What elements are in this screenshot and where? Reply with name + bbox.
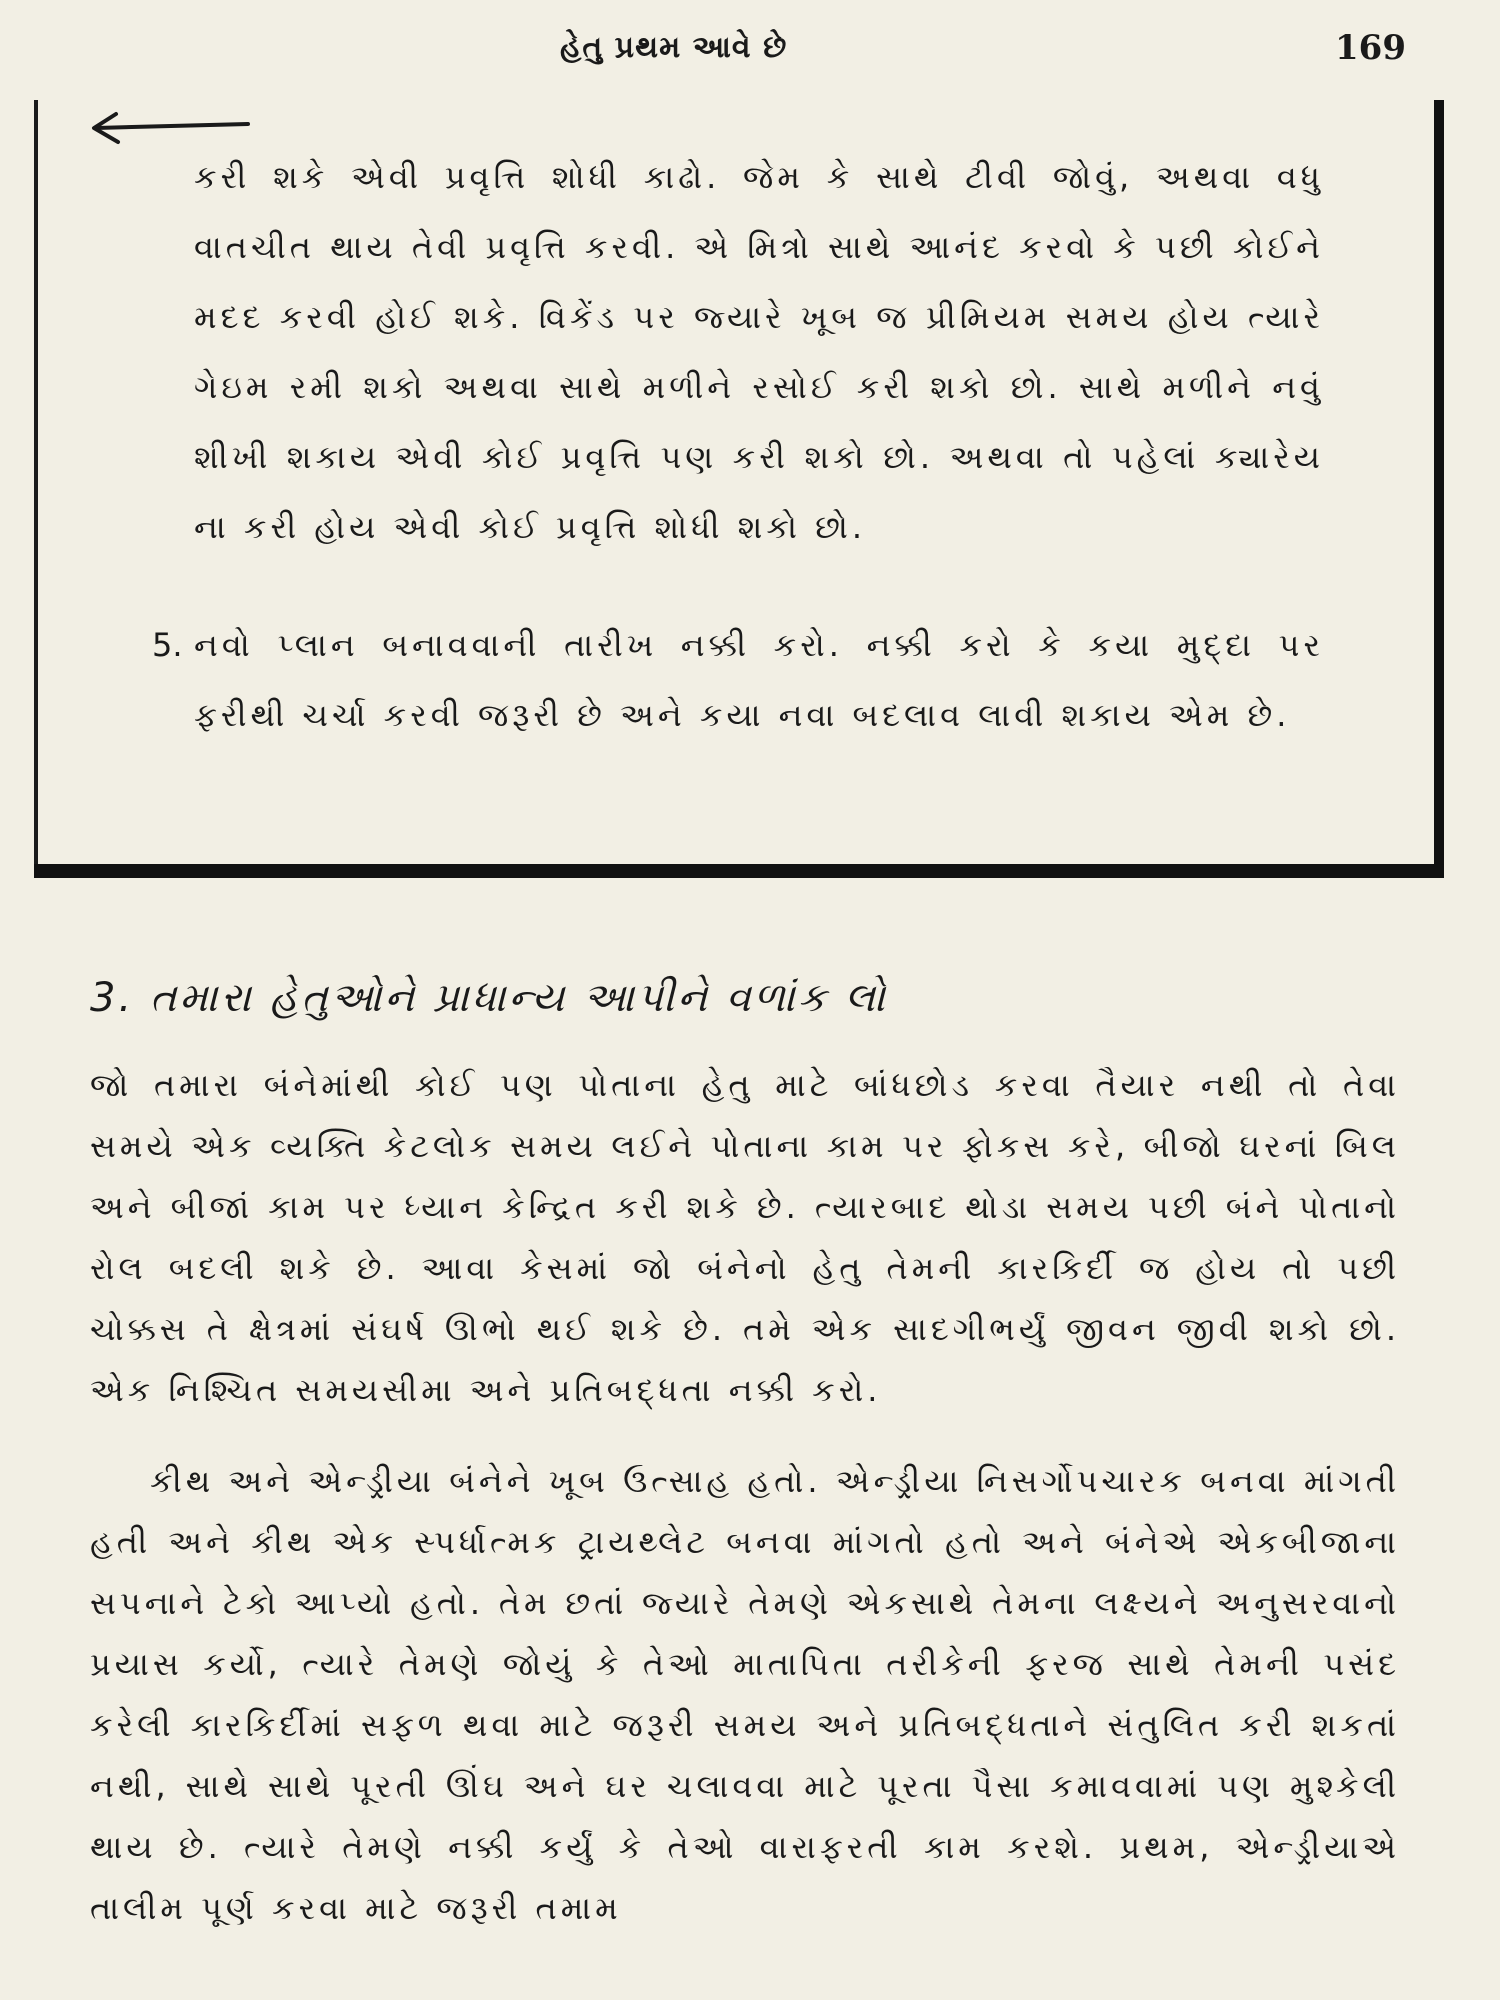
section-heading: 3. તમારા હેતુઓને પ્રાધાન્ય આપીને વળાંક લો [90,975,888,1021]
list-item-marker: 5. [152,626,183,664]
box-text [194,142,1324,562]
body-text [90,1055,1400,1969]
body-paragraph-2: કીથ અને એન્ડ્રીયા બંનેને ખૂબ ઉત્સાહ હતો. એન્ડ્રીયા નિસર્ગોપચારક બનવા માંગતી હતી અને કીથ એક સ્પર્ધાત્મક ટ્રાયથ્લેટ બનવા માંગતો હતો અને બંનેએ એકબીજાના સપનાને ટેકો આપ્યો હતો. તેમ છતાં જ્યારે તેમણે એકસાથે તેમના લક્ષ્યને અનુસરવાનો પ્રયાસ કર્યો, ત્યારે તેમણે જોયું કે તેઓ માતાપિતા તરીકેની ફરજ સાથે તેમની પસંદ કરેલી કારકિર્દીમાં સફળ થવા માટે જરૂરી સમય અને પ્રતિબદ્ધતાને સંતુલિત કરી શકતાં નથી, સાથે સાથે પૂરતી ઊંઘ અને ઘર ચલાવવા માટે પૂરતા પૈસા કમાવવામાં પણ મુશ્કેલી થાય છે. ત્યારે તેમણે નક્કી કર્યું કે તેઓ વારાફરતી કામ કરશે. પ્રથમ, એન્ડ્રીયાએ તાલીમ પૂર્ણ કરવા માટે જરૂરી તમામ [90,1462,1400,1927]
list-item-text: નવો પ્લાન બનાવવાની તારીખ નક્કી કરો. નક્કી કરો કે કયા મુદ્દા પર ફરીથી ચર્ચા કરવી જરૂરી છે અને કયા નવા બદલાવ લાવી શકાય એમ છે. [194,626,1324,734]
exercise-box [34,100,1444,875]
page-number: 169 [1335,28,1406,68]
box-right-rule [1434,100,1444,875]
box-left-rule [34,100,38,875]
box-bottom-rule [34,864,1444,878]
box-continued-paragraph: કરી શકે એવી પ્રવૃત્તિ શોધી કાઢો. જેમ કે સાથે ટીવી જોવું, અથવા વધુ વાતચીત થાય તેવી પ્રવૃત્તિ કરવી. એ મિત્રો સાથે આનંદ કરવો કે પછી કોઈને મદદ કરવી હોઈ શકે. વિકેંડ પર જ્યારે ખૂબ જ પ્રીમિયમ સમય હોય ત્યારે ગેઇમ રમી શકો અથવા સાથે મળીને રસોઈ કરી શકો છો. સાથે મળીને નવું શીખી શકાય એવી કોઈ પ્રવૃત્તિ પણ કરી શકો છો. અથવા તો પહેલાં ક્યારેય ના કરી હોય એવી કોઈ પ્રવૃત્તિ શોધી શકો છો. [194,158,1324,546]
body-paragraph-1: જો તમારા બંનેમાંથી કોઈ પણ પોતાના હેતુ માટે બાંધછોડ કરવા તૈયાર નથી તો તેવા સમયે એક વ્યક્તિ કેટલોક સમય લઈને પોતાના કામ પર ફોકસ કરે, બીજો ઘરનાં બિલ અને બીજાં કામ પર ધ્યાન કેન્દ્રિત કરી શકે છે. ત્યારબાદ થોડા સમય પછી બંને પોતાનો રોલ બદલી શકે છે. આવા કેસમાં જો બંનેનો હેતુ તેમની કારકિર્દી જ હોય તો પછી ચોક્કસ તે ક્ષેત્રમાં સંઘર્ષ ઊભો થઈ શકે છે. તમે એક સાદગીભર્યું જીવન જીવી શકો છો. એક નિશ્ચિત સમયસીમા અને પ્રતિબદ્ધતા નક્કી કરો. [90,1066,1400,1409]
running-head-title: હેતુ પ્રથમ આવે છે [560,30,788,65]
running-head [0,22,1500,78]
